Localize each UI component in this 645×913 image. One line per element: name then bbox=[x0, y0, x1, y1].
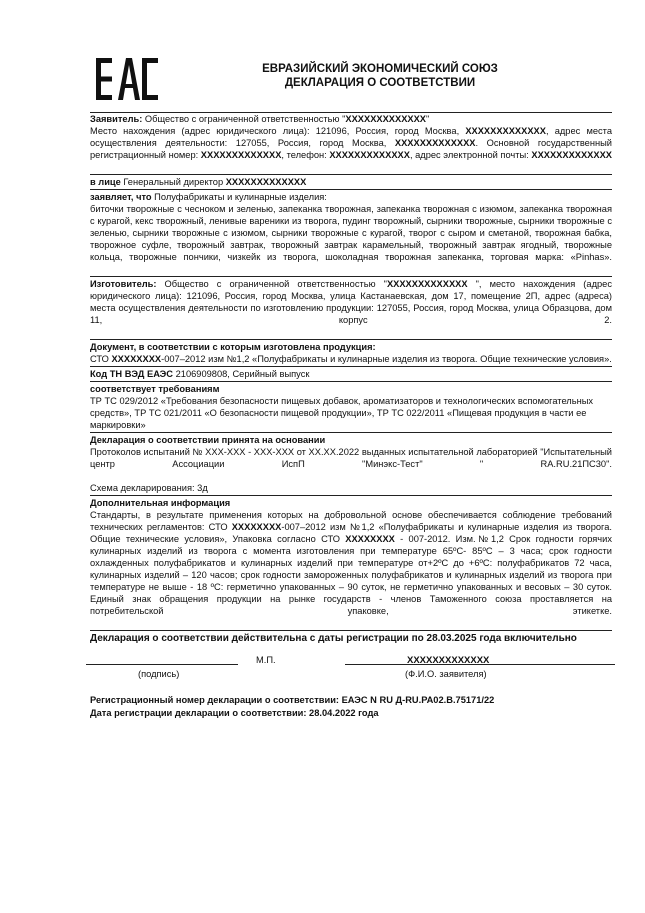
basis-text: Протоколов испытаний № ХХХ-ХХХ - ХХХ-ХХХ от ХХ.ХХ.2022 выданных испытательной лабораторией "Испытательный центр Ассоциации ИспП "Минэкс-Тест" " RA.RU.21ПС30". bbox=[90, 447, 612, 469]
additional-section bbox=[90, 497, 612, 631]
header-declaration-title: ДЕКЛАРАЦИЯ О СООТВЕТСТВИИ bbox=[284, 77, 476, 89]
document-mask: ХХХХХХХХ bbox=[111, 354, 162, 364]
person-text: Генеральный директор bbox=[120, 177, 226, 187]
declares-label: заявляет, что bbox=[90, 192, 152, 202]
applicant-address-text-4: , телефон: bbox=[281, 150, 330, 160]
person-mask: ХХХХХХХХХХХХХ bbox=[225, 177, 307, 187]
declares-section bbox=[90, 191, 612, 277]
applicant-address-text-3: . Основной государственный регистрационный номер: bbox=[90, 138, 612, 160]
additional-label: Дополнительная информация bbox=[90, 498, 231, 508]
document-text-2: -007–2012 изм №1,2 «Полуфабрикаты и кулинарные изделия из творога. Общие технические условия». bbox=[161, 354, 612, 364]
applicant-section bbox=[90, 112, 612, 175]
eac-logo bbox=[96, 58, 158, 100]
basis-label: Декларация о соответствии принята на основании bbox=[90, 435, 326, 445]
applicant-mask-1: ХХХХХХХХХХХХХ bbox=[465, 126, 546, 136]
applicant-mask-2: ХХХХХХХХХХХХХ bbox=[394, 138, 476, 148]
applicant-name-suffix: " bbox=[426, 114, 430, 124]
stamp-place-label: М.П. bbox=[256, 655, 276, 665]
registration-date: Дата регистрации декларации о соответствии: 28.04.2022 года bbox=[90, 708, 379, 718]
additional-text-2: -007–2012 изм №1,2 «Полуфабрикаты и кулинарные изделия из творога. Общие технические условия», Упаковка согласно СТО bbox=[90, 522, 613, 544]
registration-number: Регистрационный номер декларации о соответствии: ЕАЭС N RU Д-RU.РА02.В.75171/22 bbox=[90, 695, 495, 705]
name-caption: (Ф.И.О. заявителя) bbox=[405, 669, 487, 679]
additional-mask-1: ХХХХХХХХ bbox=[231, 522, 282, 532]
applicant-mask-4: ХХХХХХХХХХХХХ bbox=[329, 150, 410, 160]
applicant-address bbox=[90, 125, 612, 173]
applicant-name-mask: ХХХХХХХХХХХХХ bbox=[345, 114, 427, 124]
tnved-section bbox=[90, 368, 612, 382]
requirements-section bbox=[90, 383, 612, 433]
additional-text-3: - 007-2012. Изм.№1,2 Срок годности горячих кулинарных изделий из творога с момента изготовления при температуре 65ºС- 85ºС – 3 часа; срок годности охлажденных полуфабрикатов и кулинарных изделий при температуре от+2ºС до +6ºС: полуфабрикатов 72 часа, кулинарных изделий – 120 часов; срок годности замороженных полуфабрикатов и кулинарных изделий из творога при температуре не выше - 18 ºС: герметично упакованных – 90 суток, не герметично упакованных и весовых – 30 суток. Единый знак обращения продукции на рынке государств - членов Таможенного союза проставляется на потребительской упаковке, этикетке. bbox=[90, 534, 612, 616]
requirements-text: ТР ТС 029/2012 «Требования безопасности пищевых добавок, ароматизаторов и технологических вспомогательных средств», ТР ТС 021/2011 «О безопасности пищевой продукции», ТР ТС 022/2011 «Пищевая продукция в части ее маркировки» bbox=[90, 396, 594, 430]
basis-scheme: Схема декларирования: 3д bbox=[90, 483, 208, 493]
declares-title: Полуфабрикаты и кулинарные изделия: bbox=[151, 192, 327, 202]
basis-section bbox=[90, 434, 612, 496]
person-label: в лице bbox=[90, 177, 121, 187]
additional-text-1: Стандарты, в результате применения которых на добровольной основе обеспечивается соблюдение требований технических регламентов: СТО bbox=[90, 510, 612, 532]
signature-caption: (подпись) bbox=[138, 669, 180, 679]
applicant-mask-5: ХХХХХХХХХХХХХ bbox=[531, 150, 612, 160]
applicant-address-text-1: Место нахождения (адрес юридического лица): 121096, Россия, город Москва, bbox=[90, 126, 466, 136]
declaration-body bbox=[90, 112, 612, 645]
signature-line bbox=[86, 664, 238, 665]
document-text-1: СТО bbox=[90, 354, 112, 364]
applicant-address-text-5: , адрес электронной почты: bbox=[409, 150, 532, 160]
person-section bbox=[90, 176, 612, 190]
manufacturer-label: Изготовитель: bbox=[90, 279, 157, 289]
document-section bbox=[90, 341, 612, 367]
manufacturer-section bbox=[90, 278, 612, 340]
document-label: Документ, в соответствии с которым изготовлена продукция: bbox=[90, 342, 376, 352]
tnved-text: 2106909808, Серийный выпуск bbox=[173, 369, 310, 379]
applicant-name-prefix: Общество с ограниченной ответственностью " bbox=[144, 114, 346, 124]
manufacturer-mask: ХХХХХХХХХХХХХ bbox=[386, 279, 468, 289]
applicant-label: Заявитель: bbox=[90, 114, 143, 124]
manufacturer-text-1: Общество с ограниченной ответственностью " bbox=[156, 279, 387, 289]
validity-text: Декларация о соответствии действительна с даты регистрации по 28.03.2025 года включительно bbox=[90, 633, 577, 644]
additional-text bbox=[90, 509, 612, 629]
applicant-name-mask-signature: ХХХХХХХХХХХХХ bbox=[407, 655, 490, 666]
additional-mask-2: ХХХХХХХХ bbox=[345, 534, 395, 544]
applicant-address-text-2: , адрес места осуществления деятельности: 127055, Россия, город Москва, bbox=[90, 126, 612, 148]
tnved-label: Код ТН ВЭД ЕАЭС bbox=[90, 369, 174, 379]
manufacturer-text-2: ", место нахождения (адрес юридического лица): 121096, Россия, город Москва, улица Кастанаевская, дом 17, помещение 2П, адрес (адреса) места осуществления деятельности по изготовлению продукции: 127055, Россия, город Москва, улица Образцова, дом 11, корпус 2. bbox=[90, 279, 612, 325]
header-union-title: ЕВРАЗИЙСКИЙ ЭКОНОМИЧЕСКИЙ СОЮЗ bbox=[262, 63, 498, 75]
applicant-mask-3: ХХХХХХХХХХХХХ bbox=[200, 150, 282, 160]
product-list: биточки творожные с чесноком и зеленью, запеканка творожная, запеканка творожная с изюмом, запеканка творожная с курагой, кекс творожный, ленивые вареники из творога, пудинг творожный, сырники творожные, сырники творожные с зеленью, сырники творожные с изюмом, сырники творожные с курагой, творог с сыром и сметаной, творожная бабка, творожное суфле, творожный завтрак, творожный завтрак карамельный, творожный завтрак ягодный, творожные кольца, творожные пончики, чизкейк из творога, шоколадная творожная запеканка, торговая марка: «Pinhas». bbox=[90, 204, 612, 262]
requirements-label: соответствует требованиям bbox=[90, 384, 220, 394]
